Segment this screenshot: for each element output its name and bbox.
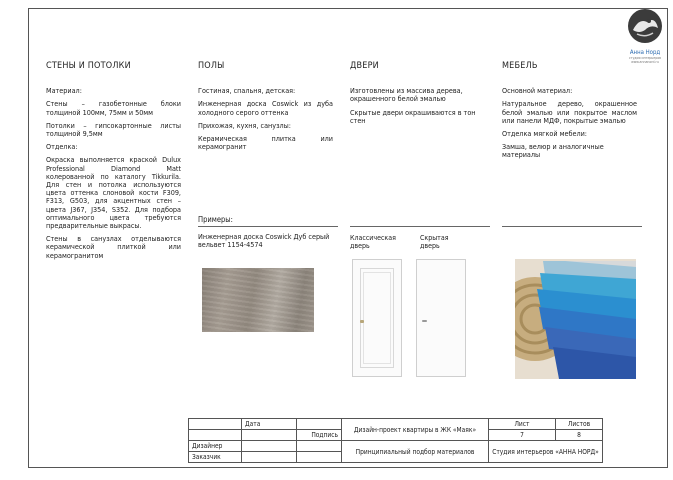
logo-sub: студия интерьеров xyxy=(629,56,661,60)
classic-door-label: Классическая дверь xyxy=(350,234,396,250)
logo-emblem-icon xyxy=(625,8,665,44)
stamp-sheet-label: Лист xyxy=(489,419,556,430)
hidden-door-label: Скрытая дверь xyxy=(420,234,449,250)
furniture-material-label: Основной материал: xyxy=(502,86,573,96)
furniture-text-2: Замша, велюр и аналогичные материалы xyxy=(502,142,604,160)
doors-text-2: Скрытые двери окрашиваются в тон стен xyxy=(350,107,476,125)
column-furniture xyxy=(502,62,637,165)
heading-walls: СТЕНЫ И ПОТОЛКИ xyxy=(46,61,131,71)
floors-rooms-2: Прихожая, кухня, санузлы: xyxy=(198,120,291,130)
samples-text: Инженерная доска Coswick Дуб серый вельвет 1154-4574 xyxy=(198,232,330,250)
divider-furniture xyxy=(502,226,642,227)
finish-text: Окраска выполняется краской Dulux Professional Diamond Matt колерованной по каталогу Tikkurila. Для стен и потолка используются цвета оттенка слоновой кости F309, F313, G503, для акцентных стен – цвета J367, J354, S352. Для подбора оптимального цвета требуются предварительные выкрасы. xyxy=(46,155,181,231)
stamp-date-label: Дата xyxy=(242,419,297,430)
stamp-sheet-number: 7 xyxy=(489,430,556,441)
samples-title: Примеры: xyxy=(198,215,233,224)
logo-name: Анна Норд xyxy=(629,49,661,56)
heading-doors: ДВЕРИ xyxy=(350,61,379,71)
stamp-project: Дизайн-проект квартиры в ЖК «Маяк» xyxy=(342,419,489,441)
column-floors xyxy=(198,62,333,156)
soft-label: Отделка мягкой мебели: xyxy=(502,129,587,139)
doors-text-1: Изготовлены из массива дерева, окрашенного белой эмалью xyxy=(350,86,463,104)
logo-site: www.annanord.ru xyxy=(631,60,659,64)
studio-logo xyxy=(620,8,670,66)
column-walls xyxy=(46,62,181,265)
walls-text: Стены – газобетонные блоки толщиной 100мм, 75мм и 50мм xyxy=(46,99,181,117)
stamp-sign-label: Подпись xyxy=(297,430,342,441)
heading-floors: ПОЛЫ xyxy=(198,61,225,71)
hidden-door-image xyxy=(416,259,466,377)
wood-floor-sample xyxy=(202,268,314,332)
stamp-subject: Принципиальный подбор материалов xyxy=(342,441,489,463)
heading-furniture: МЕБЕЛЬ xyxy=(502,61,538,71)
stamp-designer-label: Дизайнер xyxy=(189,441,242,452)
floors-text-1: Инженерная доска Coswick из дуба холодного серого оттенка xyxy=(198,99,333,117)
stamp-customer-label: Заказчик xyxy=(189,452,242,463)
bath-text: Стены в санузлах отделываются керамической плиткой или керамогранитом xyxy=(46,234,181,260)
classic-door-image xyxy=(352,259,402,377)
floors-text-2: Керамическая плитка или керамогранит xyxy=(198,134,333,152)
floors-rooms-1: Гостиная, спальня, детская: xyxy=(198,86,296,96)
walls-material-label: Материал: xyxy=(46,86,82,96)
stamp-studio: Студия интерьеров «АННА НОРД» xyxy=(489,441,603,463)
furniture-text-1: Натуральное дерево, окрашенное белой эмалью или покрытое маслом или панели МДФ, покрытые эмалью xyxy=(502,99,637,125)
column-doors xyxy=(350,62,485,130)
ceiling-text: Потолки – гипсокартонные листы толщиной 9,5мм xyxy=(46,120,181,139)
finish-label: Отделка: xyxy=(46,142,78,152)
stamp-sheets-number: 8 xyxy=(556,430,603,441)
fabric-swatches-image xyxy=(515,259,636,379)
divider-doors xyxy=(350,226,490,227)
title-block xyxy=(188,418,603,463)
stamp-sheets-label: Листов xyxy=(556,419,603,430)
divider-floors xyxy=(198,226,338,227)
